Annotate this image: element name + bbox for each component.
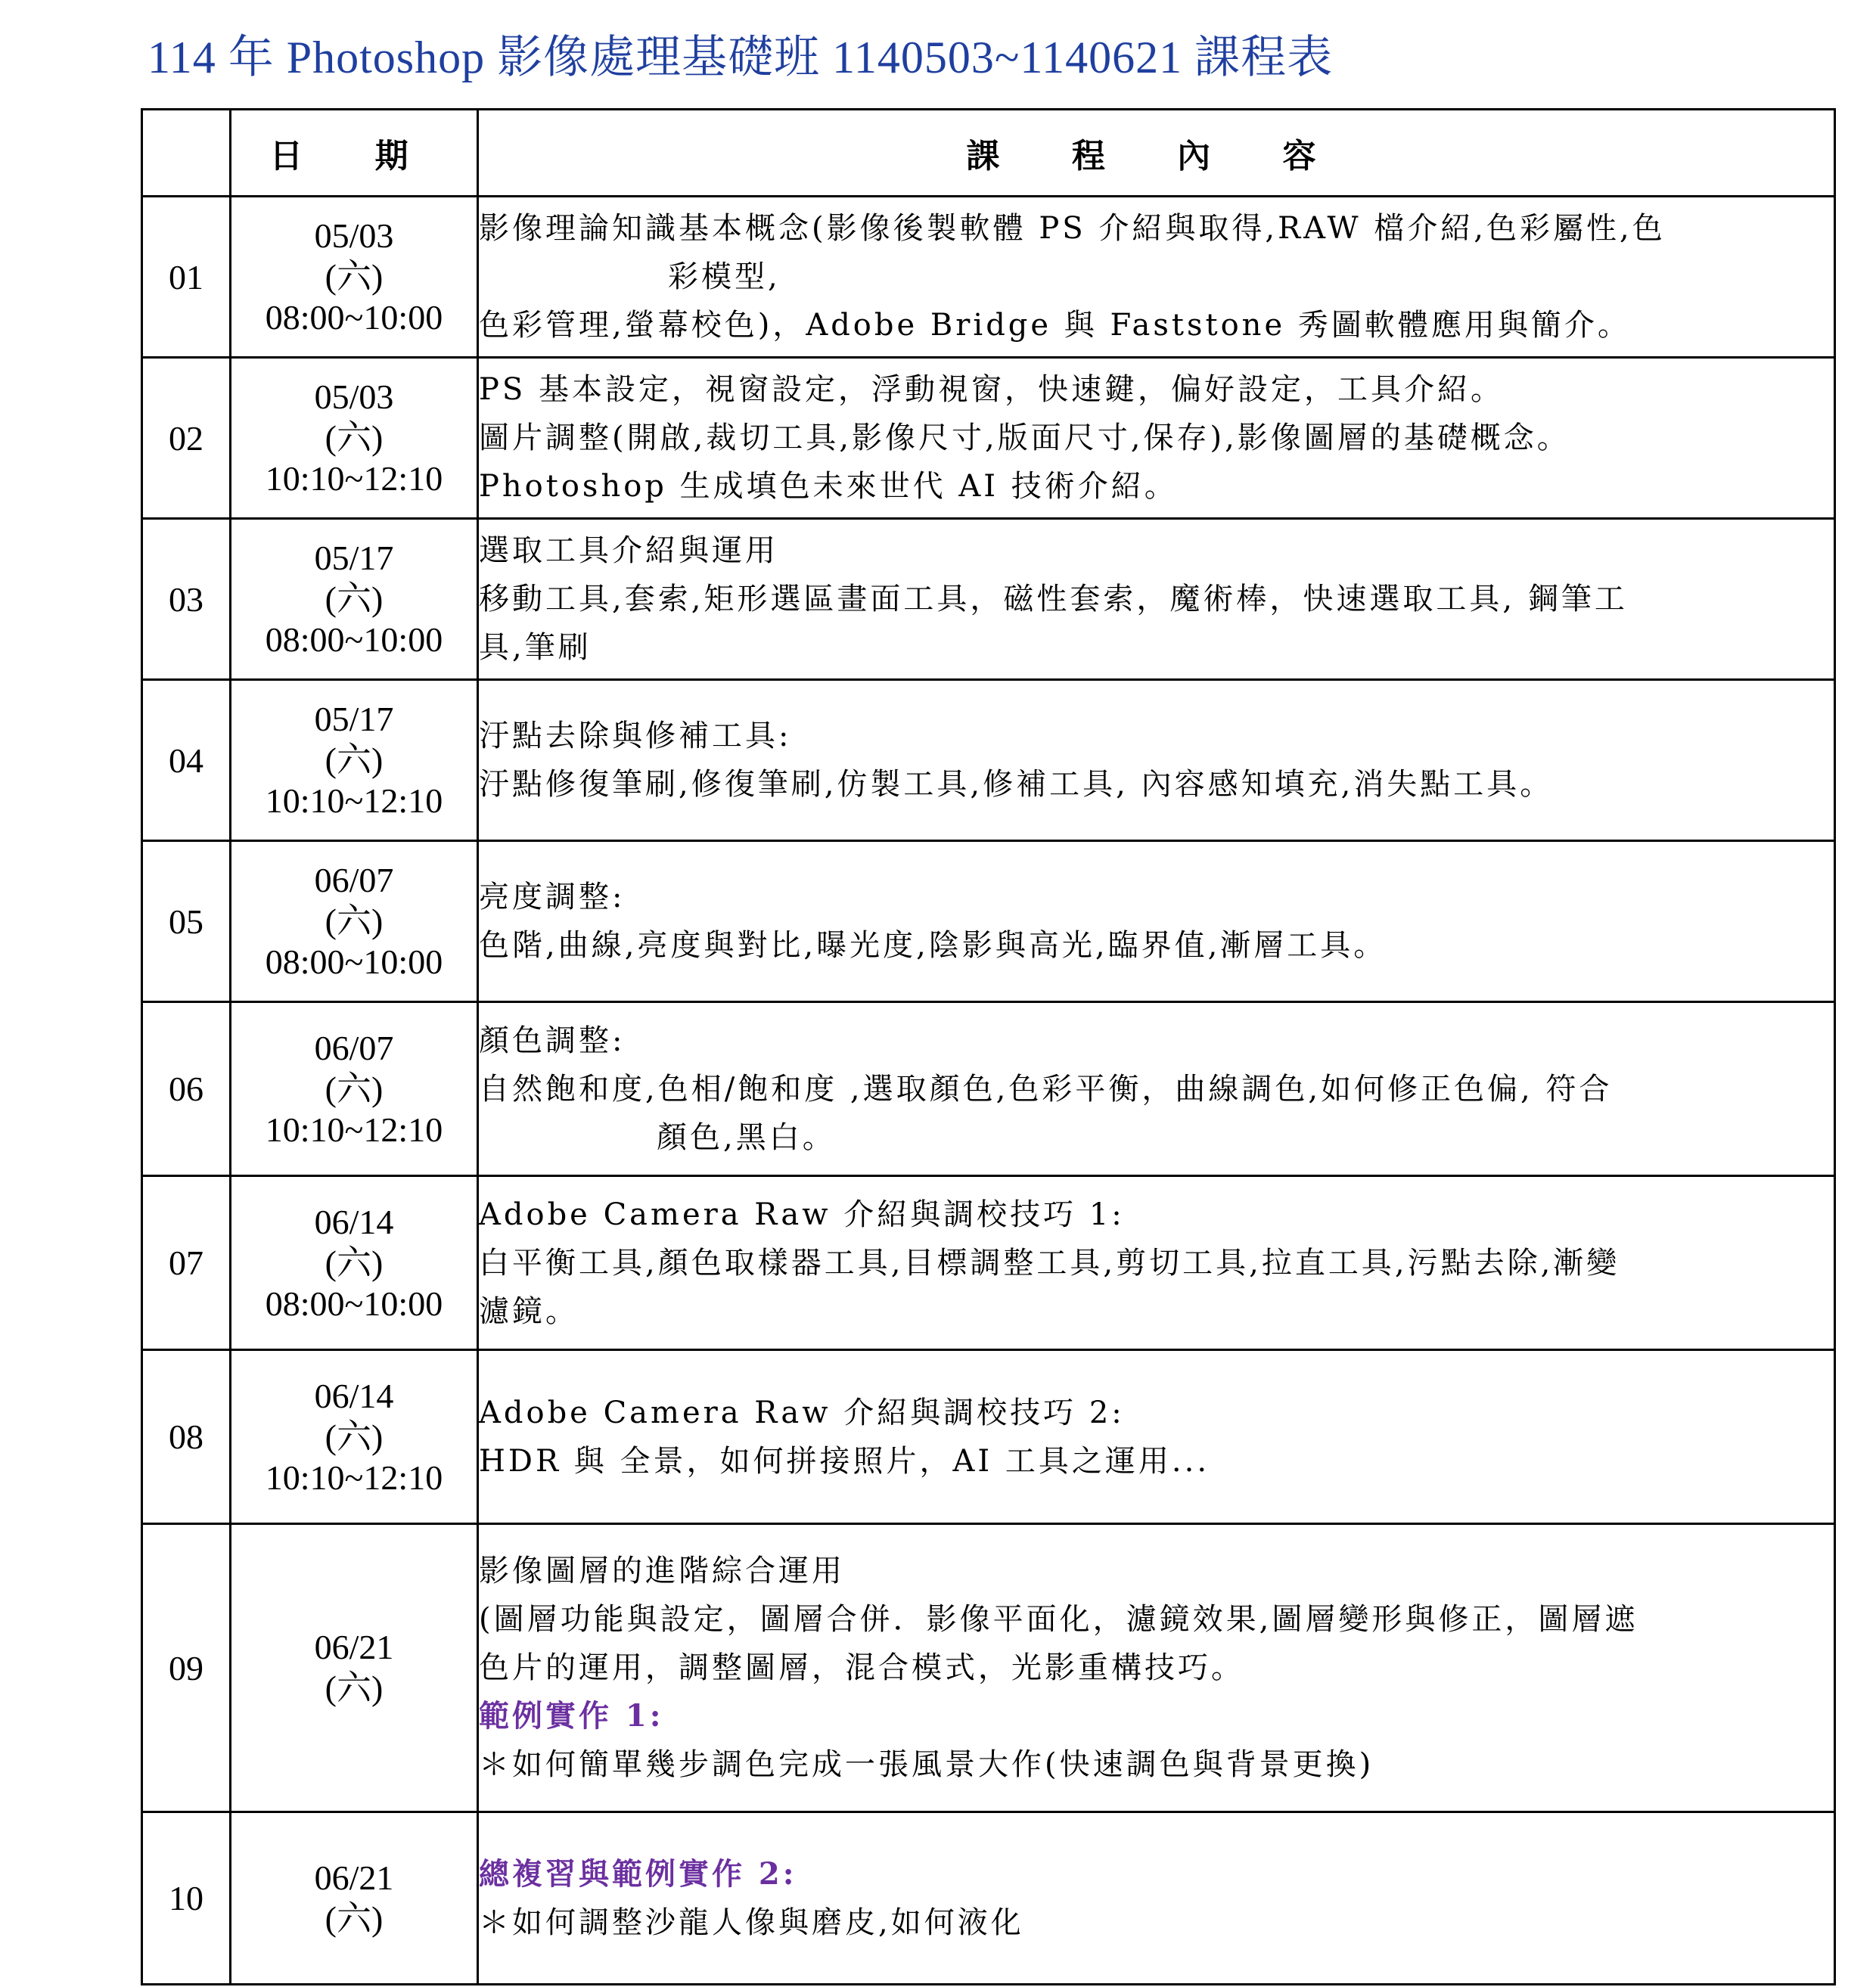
session-date: [231, 358, 478, 519]
time-value: 08:00~10:00: [265, 620, 443, 659]
time-value: 10:10~12:10: [265, 1110, 443, 1149]
session-number: 01: [142, 197, 231, 358]
date-value: 06/21: [314, 1628, 394, 1666]
content-line: 汙點修復筆刷,修復筆刷,仿製工具,修補工具, 內容感知填充,消失點工具。: [479, 767, 1554, 802]
date-value: 06/14: [314, 1376, 394, 1415]
session-content: [478, 358, 1835, 519]
day-value: (六): [325, 902, 384, 940]
schedule-table: [141, 108, 1836, 1985]
time-value: 10:10~12:10: [265, 1458, 443, 1497]
example-heading: 範例實作 1:: [479, 1698, 664, 1734]
header-content: 課 程 內 容: [478, 110, 1835, 197]
content-line: 影像圖層的進階綜合運用: [479, 1554, 845, 1588]
content-line: 選取工具介紹與運用: [479, 533, 778, 568]
time-value: 08:00~10:00: [265, 1284, 443, 1323]
session-date: [231, 680, 478, 841]
content-line: 濾鏡。: [479, 1293, 579, 1329]
content-line: 移動工具,套索,矩形選區畫面工具，磁性套索，魔術棒，快速選取工具, 鋼筆工: [479, 582, 1628, 616]
content-line: Photoshop 生成填色未來世代 AI 技術介紹。: [479, 469, 1178, 504]
header-no: [142, 110, 231, 197]
table-row: [142, 1350, 1835, 1524]
date-value: 05/03: [314, 377, 394, 416]
date-value: 05/03: [314, 216, 394, 255]
session-content: [478, 680, 1835, 841]
day-value: (六): [325, 1069, 384, 1108]
table-row: [142, 1524, 1835, 1812]
session-date: [231, 1350, 478, 1524]
table-row: [142, 358, 1835, 519]
session-date: [231, 197, 478, 358]
session-number: 04: [142, 680, 231, 841]
example-description: ＊如何簡單幾步調色完成一張風景大作(快速調色與背景更換): [479, 1747, 1374, 1782]
table-row: [142, 1812, 1835, 1985]
table-row: [142, 1176, 1835, 1350]
session-number: 06: [142, 1002, 231, 1176]
content-line: 汙點去除與修補工具:: [479, 719, 792, 753]
content-line: 顏色,黑白。: [657, 1119, 836, 1155]
date-value: 06/14: [314, 1202, 394, 1241]
header-date: 日 期: [231, 110, 478, 197]
session-number: 05: [142, 841, 231, 1002]
session-number: 10: [142, 1812, 231, 1985]
session-content: [478, 1002, 1835, 1176]
date-value: 06/07: [314, 1028, 394, 1067]
session-content: [478, 197, 1835, 358]
table-row: [142, 841, 1835, 1002]
session-content: [478, 519, 1835, 680]
day-value: (六): [325, 1417, 384, 1456]
time-value: 10:10~12:10: [265, 459, 443, 498]
session-number: 09: [142, 1524, 231, 1812]
review-description: ＊如何調整沙龍人像與磨皮,如何液化: [479, 1905, 1024, 1940]
table-row: [142, 680, 1835, 841]
day-value: (六): [325, 579, 384, 618]
content-line: 具,筆刷: [479, 630, 592, 665]
page-title: 114 年 Photoshop 影像處理基礎班 1140503~1140621 課程表: [148, 33, 1334, 82]
session-date: [231, 841, 478, 1002]
day-value: (六): [325, 257, 384, 296]
content-line: HDR 與 全景，如何拼接照片，AI 工具之運用...: [479, 1443, 1210, 1479]
day-value: (六): [325, 740, 384, 779]
time-value: 08:00~10:00: [265, 942, 443, 981]
review-heading: 總複習與範例實作 2:: [479, 1855, 797, 1892]
content-line: 色片的運用，調整圖層，混合模式，光影重構技巧。: [479, 1650, 1244, 1685]
session-number: 08: [142, 1350, 231, 1524]
session-content: [478, 841, 1835, 1002]
content-line: (圖層功能與設定，圖層合併．影像平面化，濾鏡效果,圖層變形與修正，圖層遮: [479, 1602, 1638, 1637]
content-line: 圖片調整(開啟,裁切工具,影像尺寸,版面尺寸,保存),影像圖層的基礎概念。: [479, 421, 1570, 455]
session-content: [478, 1176, 1835, 1350]
session-content: [478, 1812, 1835, 1985]
content-line: 白平衡工具,顏色取樣器工具,目標調整工具,剪切工具,拉直工具,污點去除,漸變: [479, 1245, 1620, 1281]
session-date: [231, 519, 478, 680]
day-value: (六): [325, 1243, 384, 1282]
content-line: Adobe Camera Raw 介紹與調校技巧 1:: [479, 1197, 1125, 1232]
date-value: 05/17: [314, 700, 394, 738]
session-content: [478, 1350, 1835, 1524]
session-date: [231, 1524, 478, 1812]
content-line: 顏色調整:: [479, 1023, 626, 1058]
day-value: (六): [325, 1669, 384, 1707]
table-row: [142, 1002, 1835, 1176]
day-value: (六): [325, 418, 384, 457]
content-line: 自然飽和度,色相/飽和度 ,選取顏色,色彩平衡，曲線調色,如何修正色偏, 符合: [479, 1071, 1613, 1107]
session-date: [231, 1812, 478, 1985]
table-row: [142, 197, 1835, 358]
content-line: 影像理論知識基本概念(影像後製軟體 PS 介紹與取得,RAW 檔介紹,色彩屬性,色: [479, 211, 1666, 246]
session-number: 02: [142, 358, 231, 519]
session-number: 07: [142, 1176, 231, 1350]
time-value: 10:10~12:10: [265, 781, 443, 820]
session-date: [231, 1002, 478, 1176]
content-line: Adobe Camera Raw 介紹與調校技巧 2:: [479, 1395, 1125, 1430]
session-content: [478, 1524, 1835, 1812]
date-value: 06/07: [314, 861, 394, 899]
content-line: 色階,曲線,亮度與對比,曝光度,陰影與高光,臨界值,漸層工具。: [479, 928, 1387, 963]
header-row: [142, 110, 1835, 197]
session-date: [231, 1176, 478, 1350]
time-value: 08:00~10:00: [265, 298, 443, 337]
date-value: 05/17: [314, 539, 394, 577]
date-value: 06/21: [314, 1858, 394, 1897]
table-row: [142, 519, 1835, 680]
session-number: 03: [142, 519, 231, 680]
content-line: 彩模型,: [668, 259, 781, 294]
content-line: 亮度調整:: [479, 880, 626, 914]
content-line: PS 基本設定，視窗設定，浮動視窗，快速鍵，偏好設定，工具介紹。: [479, 372, 1505, 407]
day-value: (六): [325, 1899, 384, 1938]
content-line: 色彩管理,螢幕校色)，Adobe Bridge 與 Faststone 秀圖軟體應用與簡介。: [479, 308, 1631, 343]
